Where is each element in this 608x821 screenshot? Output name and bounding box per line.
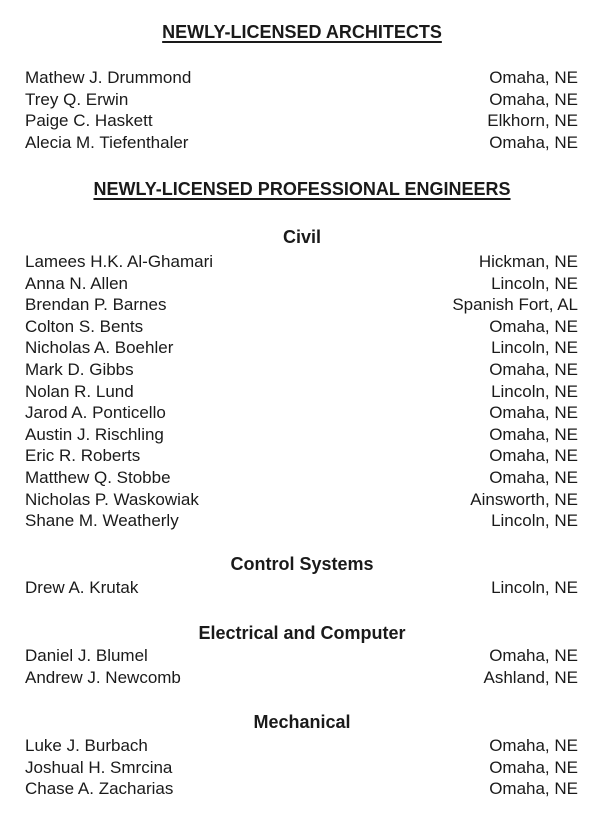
licensee-location: Hickman, NE bbox=[478, 252, 578, 271]
licensee-name: Nicholas P. Waskowiak bbox=[25, 489, 199, 509]
mechanical-subheading: Mechanical bbox=[253, 712, 351, 732]
control-systems-list bbox=[25, 577, 578, 599]
licensee-location: Omaha, NE bbox=[489, 403, 578, 423]
licensee-name: Trey Q. Erwin bbox=[25, 89, 129, 109]
list-item bbox=[25, 381, 578, 403]
licensee-name: Lamees H.K. Al-Ghamari bbox=[25, 252, 214, 271]
licensee-location: Omaha, NE bbox=[489, 359, 578, 379]
licensee-name: Mathew J. Drummond bbox=[25, 68, 192, 87]
list-item bbox=[25, 510, 578, 532]
licensee-location: Omaha, NE bbox=[489, 467, 578, 487]
list-item bbox=[25, 667, 578, 689]
civil-list bbox=[25, 251, 578, 532]
licensee-name: Anna N. Allen bbox=[25, 273, 129, 293]
list-item bbox=[25, 337, 578, 359]
list-item bbox=[25, 577, 578, 599]
list-item bbox=[25, 132, 578, 154]
licensee-name: Jarod A. Ponticello bbox=[25, 403, 166, 423]
licensee-location: Omaha, NE bbox=[489, 424, 578, 444]
list-item bbox=[25, 359, 578, 381]
list-item bbox=[25, 489, 578, 511]
licensee-location: Omaha, NE bbox=[489, 316, 578, 336]
licensee-name: Chase A. Zacharias bbox=[25, 779, 174, 799]
list-item bbox=[25, 251, 578, 273]
electrical-subheading: Electrical and Computer bbox=[198, 623, 406, 643]
list-item bbox=[25, 735, 578, 757]
licensee-name: Nicholas A. Boehler bbox=[25, 338, 174, 358]
licensee-name: Nolan R. Lund bbox=[25, 381, 134, 401]
licensee-name: Luke J. Burbach bbox=[25, 736, 148, 755]
licensee-name: Austin J. Rischling bbox=[25, 424, 164, 444]
licensee-location: Spanish Fort, AL bbox=[452, 295, 578, 315]
licensee-location: Lincoln, NE bbox=[491, 578, 578, 597]
licensee-location: Omaha, NE bbox=[489, 446, 578, 466]
mechanical-list bbox=[25, 735, 578, 800]
list-item bbox=[25, 467, 578, 489]
licensee-name: Colton S. Bents bbox=[25, 316, 144, 336]
list-item bbox=[25, 424, 578, 446]
licensee-location: Omaha, NE bbox=[489, 89, 578, 109]
licensee-location: Lincoln, NE bbox=[491, 273, 578, 293]
licensee-location: Lincoln, NE bbox=[491, 511, 578, 531]
licensee-location: Lincoln, NE bbox=[491, 338, 578, 358]
licensee-location: Omaha, NE bbox=[489, 779, 578, 799]
list-item bbox=[25, 445, 578, 467]
architects-heading: NEWLY-LICENSED ARCHITECTS bbox=[162, 22, 442, 42]
civil-subheading: Civil bbox=[282, 227, 321, 247]
licensee-name: Drew A. Krutak bbox=[25, 578, 139, 597]
licensee-name: Shane M. Weatherly bbox=[25, 511, 179, 531]
licensee-name: Eric R. Roberts bbox=[25, 446, 141, 466]
licensee-location: Omaha, NE bbox=[489, 757, 578, 777]
licensee-location: Omaha, NE bbox=[489, 68, 578, 87]
licensee-location: Lincoln, NE bbox=[491, 381, 578, 401]
list-item bbox=[25, 645, 578, 667]
licensee-location: Omaha, NE bbox=[489, 132, 578, 152]
licensee-name: Brendan P. Barnes bbox=[25, 295, 167, 315]
list-item bbox=[25, 757, 578, 779]
list-item bbox=[25, 294, 578, 316]
list-item bbox=[25, 402, 578, 424]
licensee-location: Omaha, NE bbox=[489, 736, 578, 755]
list-item bbox=[25, 110, 578, 132]
licensee-location: Elkhorn, NE bbox=[487, 111, 578, 131]
licensee-name: Matthew Q. Stobbe bbox=[25, 467, 171, 487]
control-systems-subheading: Control Systems bbox=[230, 554, 374, 574]
licensee-name: Mark D. Gibbs bbox=[25, 359, 134, 379]
licensee-location: Omaha, NE bbox=[489, 646, 578, 665]
licensee-name: Andrew J. Newcomb bbox=[25, 667, 181, 687]
architects-list bbox=[25, 67, 578, 153]
list-item bbox=[25, 778, 578, 800]
list-item bbox=[25, 89, 578, 111]
licensee-name: Daniel J. Blumel bbox=[25, 646, 148, 665]
licensee-location: Ashland, NE bbox=[483, 667, 578, 687]
electrical-list bbox=[25, 645, 578, 688]
list-item bbox=[25, 316, 578, 338]
licensee-name: Paige C. Haskett bbox=[25, 111, 153, 131]
list-item bbox=[25, 67, 578, 89]
licensee-name: Joshual H. Smrcina bbox=[25, 757, 173, 777]
engineers-heading: NEWLY-LICENSED PROFESSIONAL ENGINEERS bbox=[93, 179, 511, 199]
list-item bbox=[25, 273, 578, 295]
licensee-name: Alecia M. Tiefenthaler bbox=[25, 132, 189, 152]
licensee-location: Ainsworth, NE bbox=[470, 489, 578, 509]
